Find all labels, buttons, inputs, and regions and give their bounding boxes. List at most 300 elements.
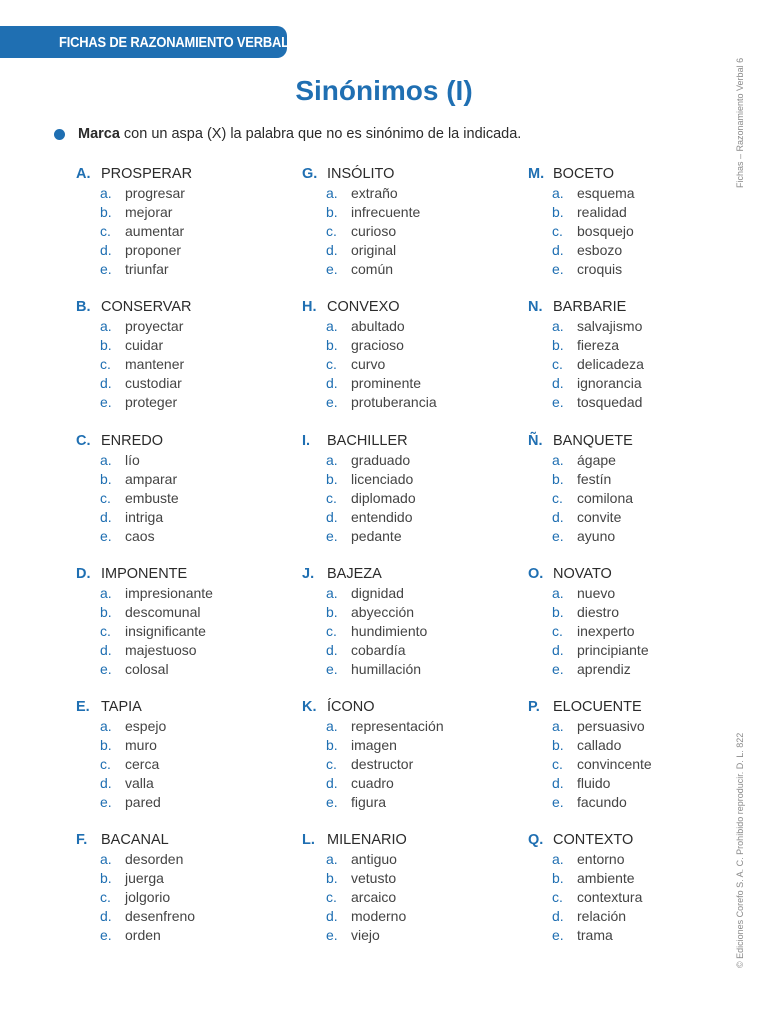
option-letter: b.	[326, 204, 338, 220]
option-letter: c.	[552, 756, 563, 773]
instruction-text: con un aspa (X) la palabra que no es sinónimo de la indicada.	[123, 126, 522, 142]
option-letter: a.	[326, 584, 338, 601]
option-text: esbozo	[577, 242, 623, 258]
option-letter: c.	[552, 622, 563, 639]
option-text: abultado	[351, 318, 405, 335]
answer-option[interactable]	[76, 622, 302, 641]
answer-option[interactable]	[528, 393, 716, 412]
option-text: vetusto	[351, 870, 397, 887]
answer-option[interactable]	[528, 260, 716, 279]
question-header	[76, 432, 302, 451]
option-text: diestro	[577, 603, 620, 620]
option-letter: b.	[552, 737, 564, 754]
option-letter: b.	[552, 603, 564, 620]
banner-label: FICHAS DE RAZONAMIENTO VERBAL	[59, 33, 289, 51]
answer-option[interactable]	[76, 260, 302, 279]
option-text: embuste	[125, 489, 179, 506]
instruction	[54, 126, 521, 142]
question-word: CONTEXTO	[553, 832, 634, 849]
question-word: MILENARIO	[327, 832, 407, 849]
option-letter: d.	[326, 242, 338, 258]
option-letter: a.	[552, 185, 564, 201]
answer-option[interactable]	[302, 241, 528, 260]
question-block	[76, 165, 302, 298]
answer-option[interactable]	[528, 888, 716, 907]
option-letter: d.	[552, 242, 564, 258]
option-letter: d.	[100, 775, 112, 792]
question-block	[528, 565, 716, 698]
answer-option[interactable]	[76, 393, 302, 412]
answer-option[interactable]	[528, 755, 716, 774]
question-header	[302, 298, 528, 317]
question-word: ÍCONO	[327, 699, 375, 716]
option-letter: b.	[326, 470, 338, 487]
answer-option[interactable]	[76, 317, 302, 336]
answer-option[interactable]	[302, 869, 528, 888]
answer-option[interactable]	[76, 241, 302, 260]
answer-option[interactable]	[302, 317, 528, 336]
answer-option[interactable]	[302, 926, 528, 945]
answer-option[interactable]	[302, 527, 528, 546]
question-header	[528, 298, 716, 317]
question-header	[302, 698, 528, 717]
option-letter: b.	[100, 470, 112, 487]
option-letter: c.	[552, 889, 563, 906]
option-text: entendido	[351, 508, 413, 525]
side-caption-top: Fichas – Razonamiento Verbal 6	[735, 57, 745, 188]
option-text: diplomado	[351, 489, 416, 506]
option-text: descomunal	[125, 603, 201, 620]
question-header	[76, 831, 302, 850]
bullet-icon	[54, 129, 65, 140]
question-letter: L.	[302, 832, 315, 849]
option-text: fluido	[577, 775, 611, 792]
answer-option[interactable]	[528, 736, 716, 755]
answer-option[interactable]	[76, 508, 302, 527]
option-text: impresionante	[125, 584, 213, 601]
answer-option[interactable]	[302, 203, 528, 222]
option-text: festín	[577, 470, 612, 487]
option-letter: c.	[326, 622, 337, 639]
option-letter: e.	[100, 794, 112, 811]
answer-option[interactable]	[76, 336, 302, 355]
option-text: valla	[125, 775, 154, 792]
question-header	[302, 432, 528, 451]
question-header	[528, 432, 716, 451]
option-text: salvajismo	[577, 318, 643, 335]
answer-option[interactable]	[76, 641, 302, 660]
question-letter: Q.	[528, 832, 544, 849]
answer-option[interactable]	[76, 736, 302, 755]
question-block	[528, 432, 716, 565]
option-letter: e.	[552, 394, 564, 411]
option-letter: d.	[326, 641, 338, 658]
answer-option[interactable]	[302, 622, 528, 641]
answer-option[interactable]	[528, 184, 716, 203]
option-letter: e.	[552, 527, 564, 544]
answer-option[interactable]	[528, 489, 716, 508]
option-text: ignorancia	[577, 375, 642, 392]
option-text: dignidad	[351, 584, 404, 601]
question-word: ENREDO	[101, 432, 164, 449]
question-header	[302, 565, 528, 584]
option-letter: c.	[100, 889, 111, 906]
answer-option[interactable]	[302, 470, 528, 489]
option-text: bosquejo	[577, 223, 634, 239]
option-text: orden	[125, 927, 161, 944]
option-letter: c.	[100, 223, 111, 239]
answer-option[interactable]	[528, 355, 716, 374]
option-text: colosal	[125, 660, 169, 677]
option-letter: b.	[326, 737, 338, 754]
option-letter: e.	[552, 261, 564, 277]
answer-option[interactable]	[76, 793, 302, 812]
answer-option[interactable]	[528, 926, 716, 945]
answer-option[interactable]	[302, 260, 528, 279]
option-letter: c.	[552, 489, 563, 506]
answer-option[interactable]	[302, 755, 528, 774]
answer-option[interactable]	[76, 774, 302, 793]
answer-option[interactable]	[76, 527, 302, 546]
option-text: croquis	[577, 261, 623, 277]
answer-option[interactable]	[302, 393, 528, 412]
option-text: aumentar	[125, 223, 185, 239]
question-word: BACANAL	[101, 832, 169, 849]
answer-option[interactable]	[76, 489, 302, 508]
question-word: BOCETO	[553, 166, 614, 182]
answer-option[interactable]	[528, 508, 716, 527]
option-text: curioso	[351, 223, 397, 239]
question-word: BANQUETE	[553, 432, 633, 449]
option-text: espejo	[125, 718, 167, 735]
answer-option[interactable]	[302, 222, 528, 241]
option-text: amparar	[125, 470, 178, 487]
option-letter: b.	[100, 204, 112, 220]
answer-option[interactable]	[302, 489, 528, 508]
question-block	[302, 831, 528, 964]
question-header	[302, 165, 528, 184]
answer-option[interactable]	[302, 850, 528, 869]
answer-option[interactable]	[302, 736, 528, 755]
question-word: CONSERVAR	[101, 299, 192, 316]
option-letter: e.	[326, 527, 338, 544]
option-text: aprendiz	[577, 660, 631, 677]
option-text: tosquedad	[577, 394, 643, 411]
answer-option[interactable]	[528, 374, 716, 393]
question-block	[76, 298, 302, 431]
answer-option[interactable]	[302, 888, 528, 907]
answer-option[interactable]	[302, 774, 528, 793]
answer-option[interactable]	[76, 660, 302, 679]
answer-option[interactable]	[528, 641, 716, 660]
option-text: lío	[125, 451, 140, 468]
answer-option[interactable]	[302, 584, 528, 603]
option-text: realidad	[577, 204, 627, 220]
question-header	[76, 165, 302, 184]
answer-option[interactable]	[528, 317, 716, 336]
option-text: mejorar	[125, 204, 173, 220]
answer-option[interactable]	[528, 622, 716, 641]
answer-option[interactable]	[528, 451, 716, 470]
option-text: trama	[577, 927, 613, 944]
question-letter: C.	[76, 432, 91, 449]
option-text: figura	[351, 794, 387, 811]
option-text: inexperto	[577, 622, 635, 639]
option-letter: e.	[100, 660, 112, 677]
question-block	[302, 298, 528, 431]
answer-option[interactable]	[76, 222, 302, 241]
option-text: licenciado	[351, 470, 414, 487]
question-header	[528, 831, 716, 850]
option-text: comilona	[577, 489, 634, 506]
answer-option[interactable]	[76, 584, 302, 603]
option-letter: d.	[326, 508, 338, 525]
option-letter: c.	[326, 489, 337, 506]
answer-option[interactable]	[76, 374, 302, 393]
option-text: humillación	[351, 660, 422, 677]
answer-option[interactable]	[76, 355, 302, 374]
option-letter: e.	[552, 794, 564, 811]
answer-option[interactable]	[302, 717, 528, 736]
question-block	[528, 298, 716, 431]
question-word: NOVATO	[553, 565, 612, 582]
option-letter: e.	[326, 660, 338, 677]
answer-option[interactable]	[528, 527, 716, 546]
option-text: convite	[577, 508, 622, 525]
option-text: callado	[577, 737, 622, 754]
option-letter: c.	[326, 756, 337, 773]
question-block	[302, 432, 528, 565]
option-text: caos	[125, 527, 155, 544]
option-text: ágape	[577, 451, 616, 468]
option-text: viejo	[351, 927, 380, 944]
question-letter: H.	[302, 299, 317, 316]
answer-option[interactable]	[528, 222, 716, 241]
question-header	[76, 565, 302, 584]
question-letter: F.	[76, 832, 88, 849]
answer-option[interactable]	[76, 603, 302, 622]
question-letter: I.	[302, 432, 311, 449]
answer-option[interactable]	[528, 660, 716, 679]
answer-option[interactable]	[528, 203, 716, 222]
question-block	[76, 565, 302, 698]
option-text: hundimiento	[351, 622, 428, 639]
answer-option[interactable]	[302, 355, 528, 374]
option-text: original	[351, 242, 397, 258]
answer-option[interactable]	[76, 926, 302, 945]
question-header	[76, 698, 302, 717]
question-letter: N.	[528, 299, 543, 316]
answer-option[interactable]	[302, 793, 528, 812]
option-letter: c.	[100, 622, 111, 639]
option-text: cerca	[125, 756, 160, 773]
option-letter: b.	[552, 870, 564, 887]
question-block	[302, 165, 528, 298]
option-letter: d.	[100, 242, 112, 258]
option-letter: e.	[326, 927, 338, 944]
option-letter: e.	[326, 261, 338, 277]
question-word: BACHILLER	[327, 432, 408, 449]
option-text: imagen	[351, 737, 397, 754]
answer-option[interactable]	[528, 717, 716, 736]
option-text: mantener	[125, 356, 185, 373]
option-text: cuidar	[125, 337, 164, 354]
answer-option[interactable]	[302, 184, 528, 203]
option-text: protuberancia	[351, 394, 437, 411]
answer-option[interactable]	[302, 508, 528, 527]
option-text: principiante	[577, 641, 649, 658]
answer-option[interactable]	[528, 907, 716, 926]
question-letter: B.	[76, 299, 91, 316]
answer-option[interactable]	[528, 241, 716, 260]
option-letter: d.	[100, 641, 112, 658]
answer-option[interactable]	[528, 336, 716, 355]
question-word: IMPONENTE	[101, 565, 188, 582]
option-letter: a.	[100, 318, 112, 335]
option-letter: c.	[100, 356, 111, 373]
question-letter: K.	[302, 699, 317, 716]
answer-option[interactable]	[528, 869, 716, 888]
answer-option[interactable]	[528, 584, 716, 603]
question-block	[528, 165, 716, 298]
option-text: progresar	[125, 185, 185, 201]
option-text: desenfreno	[125, 908, 196, 925]
option-letter: d.	[100, 375, 112, 392]
option-text: entorno	[577, 851, 625, 868]
option-letter: b.	[100, 603, 112, 620]
question-block	[528, 698, 716, 831]
question-block	[76, 831, 302, 964]
option-letter: b.	[100, 337, 112, 354]
answer-option[interactable]	[76, 755, 302, 774]
option-letter: a.	[552, 318, 564, 335]
question-word: TAPIA	[101, 699, 142, 716]
option-letter: c.	[100, 756, 111, 773]
option-letter: b.	[326, 870, 338, 887]
option-letter: d.	[100, 508, 112, 525]
question-word: CONVEXO	[327, 299, 400, 316]
answer-option[interactable]	[528, 470, 716, 489]
answer-option[interactable]	[302, 374, 528, 393]
option-text: pared	[125, 794, 161, 811]
answer-option[interactable]	[76, 717, 302, 736]
question-word: PROSPERAR	[101, 166, 193, 182]
answer-option[interactable]	[76, 869, 302, 888]
option-text: jolgorio	[125, 889, 171, 906]
option-text: abyección	[351, 603, 415, 620]
answer-option[interactable]	[528, 850, 716, 869]
option-text: moderno	[351, 908, 407, 925]
answer-option[interactable]	[76, 451, 302, 470]
option-text: representación	[351, 718, 444, 735]
option-letter: c.	[100, 489, 111, 506]
option-letter: e.	[100, 261, 112, 277]
question-header	[528, 698, 716, 717]
option-letter: d.	[326, 908, 338, 925]
answer-option[interactable]	[76, 850, 302, 869]
question-letter: J.	[302, 565, 315, 582]
option-letter: b.	[326, 337, 338, 354]
question-block	[528, 831, 716, 964]
option-letter: a.	[326, 185, 338, 201]
option-letter: c.	[552, 356, 563, 373]
question-word: ELOCUENTE	[553, 699, 642, 716]
page-title: Sinónimos (I)	[295, 75, 473, 106]
question-letter: D.	[76, 565, 91, 582]
answer-option[interactable]	[76, 888, 302, 907]
option-text: nuevo	[577, 584, 616, 601]
option-letter: e.	[100, 394, 112, 411]
option-letter: d.	[100, 908, 112, 925]
question-letter: E.	[76, 699, 90, 716]
answer-option[interactable]	[76, 470, 302, 489]
option-letter: d.	[552, 508, 564, 525]
question-block	[76, 698, 302, 831]
option-letter: a.	[552, 584, 564, 601]
question-word: BARBARIE	[553, 299, 627, 316]
option-letter: b.	[100, 870, 112, 887]
option-letter: a.	[326, 718, 338, 735]
option-letter: a.	[100, 584, 112, 601]
option-text: proteger	[125, 394, 178, 411]
option-text: delicadeza	[577, 356, 644, 373]
question-block	[302, 565, 528, 698]
option-text: antiguo	[351, 851, 397, 868]
option-text: gracioso	[351, 337, 404, 354]
option-text: persuasivo	[577, 718, 645, 735]
answer-option[interactable]	[302, 603, 528, 622]
answer-option[interactable]	[302, 336, 528, 355]
answer-option[interactable]	[76, 907, 302, 926]
option-text: curvo	[351, 356, 386, 373]
option-letter: e.	[552, 660, 564, 677]
option-text: contextura	[577, 889, 643, 906]
option-letter: d.	[326, 775, 338, 792]
question-block	[302, 698, 528, 831]
option-letter: c.	[552, 223, 563, 239]
answer-option[interactable]	[76, 184, 302, 203]
option-letter: a.	[100, 851, 112, 868]
question-word: INSÓLITO	[327, 166, 395, 182]
option-letter: b.	[552, 337, 564, 354]
exercise-grid	[76, 165, 716, 965]
option-text: arcaico	[351, 889, 397, 906]
option-text: pedante	[351, 527, 402, 544]
question-header	[528, 165, 716, 184]
option-text: insignificante	[125, 622, 206, 639]
option-text: común	[351, 261, 394, 277]
answer-option[interactable]	[302, 907, 528, 926]
option-letter: d.	[552, 375, 564, 392]
answer-option[interactable]	[528, 793, 716, 812]
question-letter: G.	[302, 166, 318, 182]
option-text: cuadro	[351, 775, 394, 792]
option-text: muro	[125, 737, 157, 754]
answer-option[interactable]	[302, 641, 528, 660]
answer-option[interactable]	[528, 774, 716, 793]
answer-option[interactable]	[76, 203, 302, 222]
option-letter: d.	[552, 775, 564, 792]
question-letter: P.	[528, 699, 540, 716]
answer-option[interactable]	[302, 451, 528, 470]
answer-option[interactable]	[528, 603, 716, 622]
answer-option[interactable]	[302, 660, 528, 679]
option-letter: a.	[552, 718, 564, 735]
option-letter: e.	[552, 927, 564, 944]
option-text: proyectar	[125, 318, 184, 335]
option-text: extraño	[351, 185, 398, 201]
option-letter: c.	[326, 223, 337, 239]
